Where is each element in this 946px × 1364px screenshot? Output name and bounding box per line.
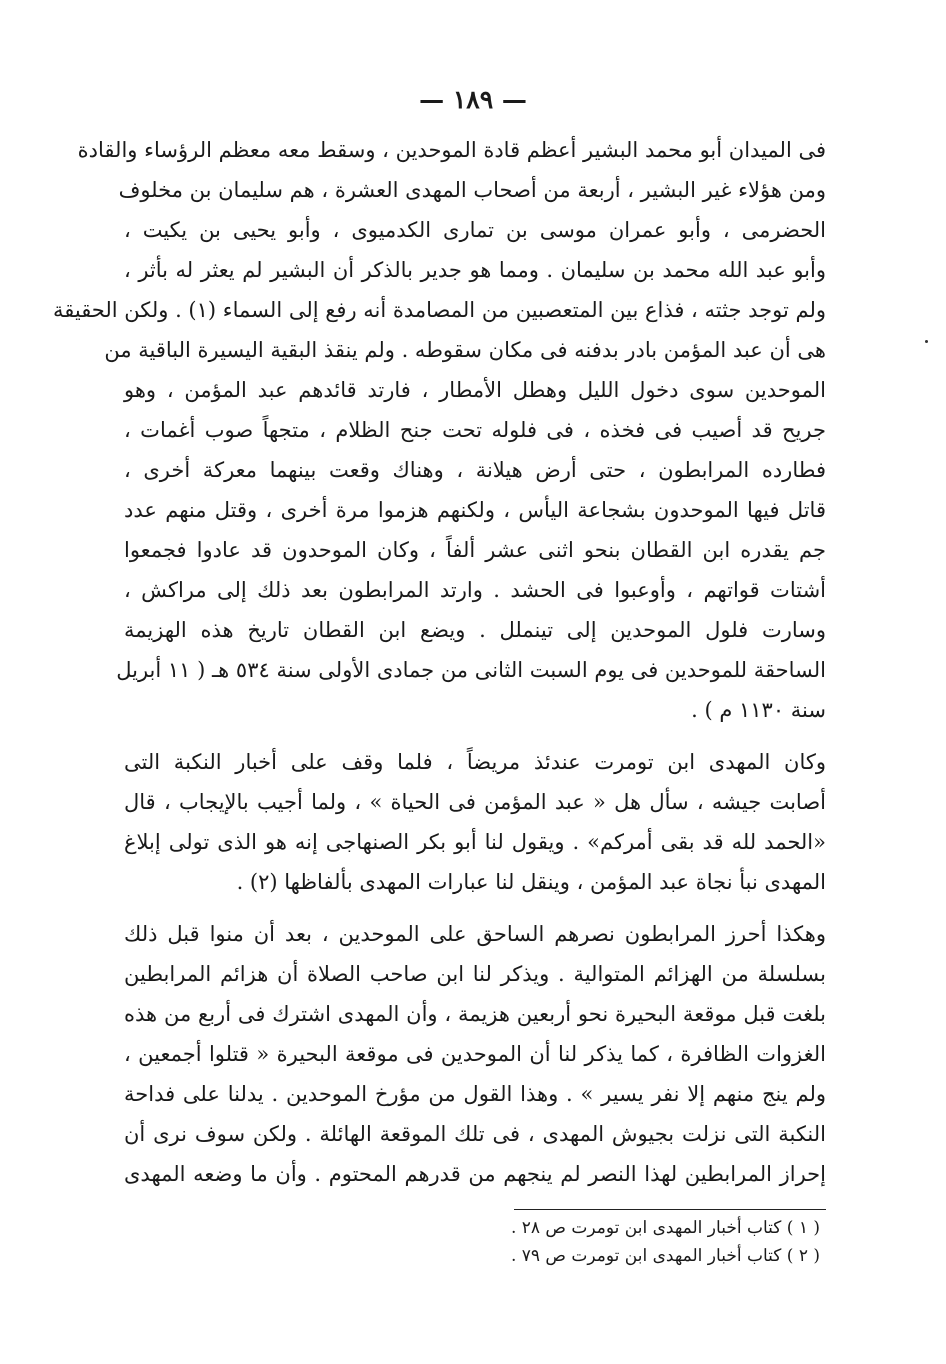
text-line: بسلسلة من الهزائم المتوالية . ويذكر لنا ابن صاحب الصلاة أن هزائم المرابطين: [124, 962, 826, 986]
text-line: أشتات قواتهم ، وأوعبوا فى الحشد . وارتد المرابطون بعد ذلك إلى مراكش ،: [124, 578, 826, 602]
page-number: — ١٨٩ —: [419, 85, 527, 114]
footnote-2: ( ٢ ) كتاب أخبار المهدى ابن تومرت ص ٧٩ .: [510, 1246, 820, 1266]
main-text: [52, 130, 826, 1194]
text-line: المهدى نبأ نجاة عبد المؤمن ، وينقل لنا عبارات المهدى بألفاظها (٢) .: [236, 870, 826, 894]
text-line: ومن هؤلاء غير البشير ، أربعة من أصحاب المهدى العشرة ، هم سليمان بن مخلوف: [118, 178, 826, 202]
text-line: فطارده المرابطون ، حتى أرض هيلانة ، وهناك وقعت بينهما معركة أخرى ،: [124, 458, 826, 482]
text-line: فى الميدان أبو محمد البشير أعظم قادة الموحدين ، وسقط معه معظم الرؤساء والقادة: [77, 138, 826, 162]
text-line: ولم توجد جثته ، فذاع بين المتعصبين من المصامدة أنه رفع إلى السماء (١) . ولكن الحقيقة: [52, 298, 826, 322]
text-line: وأبو عبد الله محمد بن سليمان . ومما هو جدير بالذكر أن البشير لم يعثر له بأثر ،: [124, 258, 826, 282]
paragraph-gap: [124, 730, 826, 742]
text-line: الحضرمى ، وأبو عمران موسى بن تمارى الكدميوى ، وأبو يحيى بن يكيت ،: [124, 218, 826, 242]
text-line: الموحدين سوى دخول الليل وهطل الأمطار ، فارتد قائدهم عبد المؤمن ، وهو: [124, 378, 826, 402]
footnotes: [300, 1214, 820, 1270]
text-line: وهكذا أحرز المرابطون نصرهم الساحق على الموحدين ، بعد أن منوا قبل ذلك: [124, 922, 826, 946]
text-line: النكبة التى نزلت بجيوش المهدى ، فى تلك الموقعة الهائلة . ولكن سوف نرى أن: [124, 1122, 826, 1146]
text-line: سنة ١١٣٠ م ) .: [691, 698, 826, 722]
ink-speck: [925, 340, 928, 343]
text-line: قاتل فيها الموحدون بشجاعة اليأس ، ولكنهم هزموا مرة أخرى ، وقتل منهم عدد: [124, 498, 826, 522]
text-line: الساحقة للموحدين فى يوم السبت الثانى من جمادى الأولى سنة ٥٣٤ هـ ( ١١ أبريل: [116, 658, 826, 682]
paragraph-3: [124, 914, 826, 1194]
text-line: جم يقدره ابن القطان بنحو اثنى عشر ألفاً ، وكان الموحدون قد عادوا فجمعوا: [124, 538, 826, 562]
text-line: الغزوات الظافرة ، كما يذكر لنا أن الموحدين فى موقعة البحيرة « قتلوا أجمعين ،: [124, 1042, 826, 1066]
footnote-separator: [514, 1209, 826, 1210]
footnote-1: ( ١ ) كتاب أخبار المهدى ابن تومرت ص ٢٨ .: [510, 1218, 820, 1238]
text-line: بلغت قبل موقعة البحيرة نحو أربعين هزيمة ، وأن المهدى اشترك فى أربع من هذه: [124, 1002, 826, 1026]
text-line: ولم ينج منهم إلا نفر يسير » . وهذا القول من مؤرخ الموحدين . يدلنا على فداحة: [124, 1082, 826, 1106]
text-line: أصابت جيشه ، سأل هل « عبد المؤمن فى الحياة » ، ولما أجيب بالإيجاب ، قال: [124, 790, 826, 814]
paragraph-2: [124, 742, 826, 902]
text-line: إحراز المرابطين لهذا النصر لم ينجهم من قدرهم المحتوم . وأن ما وضعه المهدى: [124, 1162, 826, 1186]
paragraph-1: [52, 130, 826, 730]
text-line: وكان المهدى ابن تومرت عندئذ مريضاً ، فلما وقف على أخبار النكبة التى: [124, 750, 826, 774]
text-line: وسارت فلول الموحدين إلى تينملل . ويضع ابن القطان تاريخ هذه الهزيمة: [124, 618, 826, 642]
text-line: «الحمد لله قد بقى أمركم» . ويقول لنا أبو بكر الصنهاجى إنه هو الذى تولى إبلاغ: [124, 830, 826, 854]
text-line: جريح قد أصيب فى فخذه ، فى فلوله تحت جنح الظلام ، متجهاً صوب أغمات ،: [124, 418, 826, 442]
paragraph-gap: [124, 902, 826, 914]
text-line: هى أن عبد المؤمن بادر بدفنه فى مكان سقوطه . ولم ينقذ البقية اليسيرة الباقية من: [104, 338, 826, 362]
